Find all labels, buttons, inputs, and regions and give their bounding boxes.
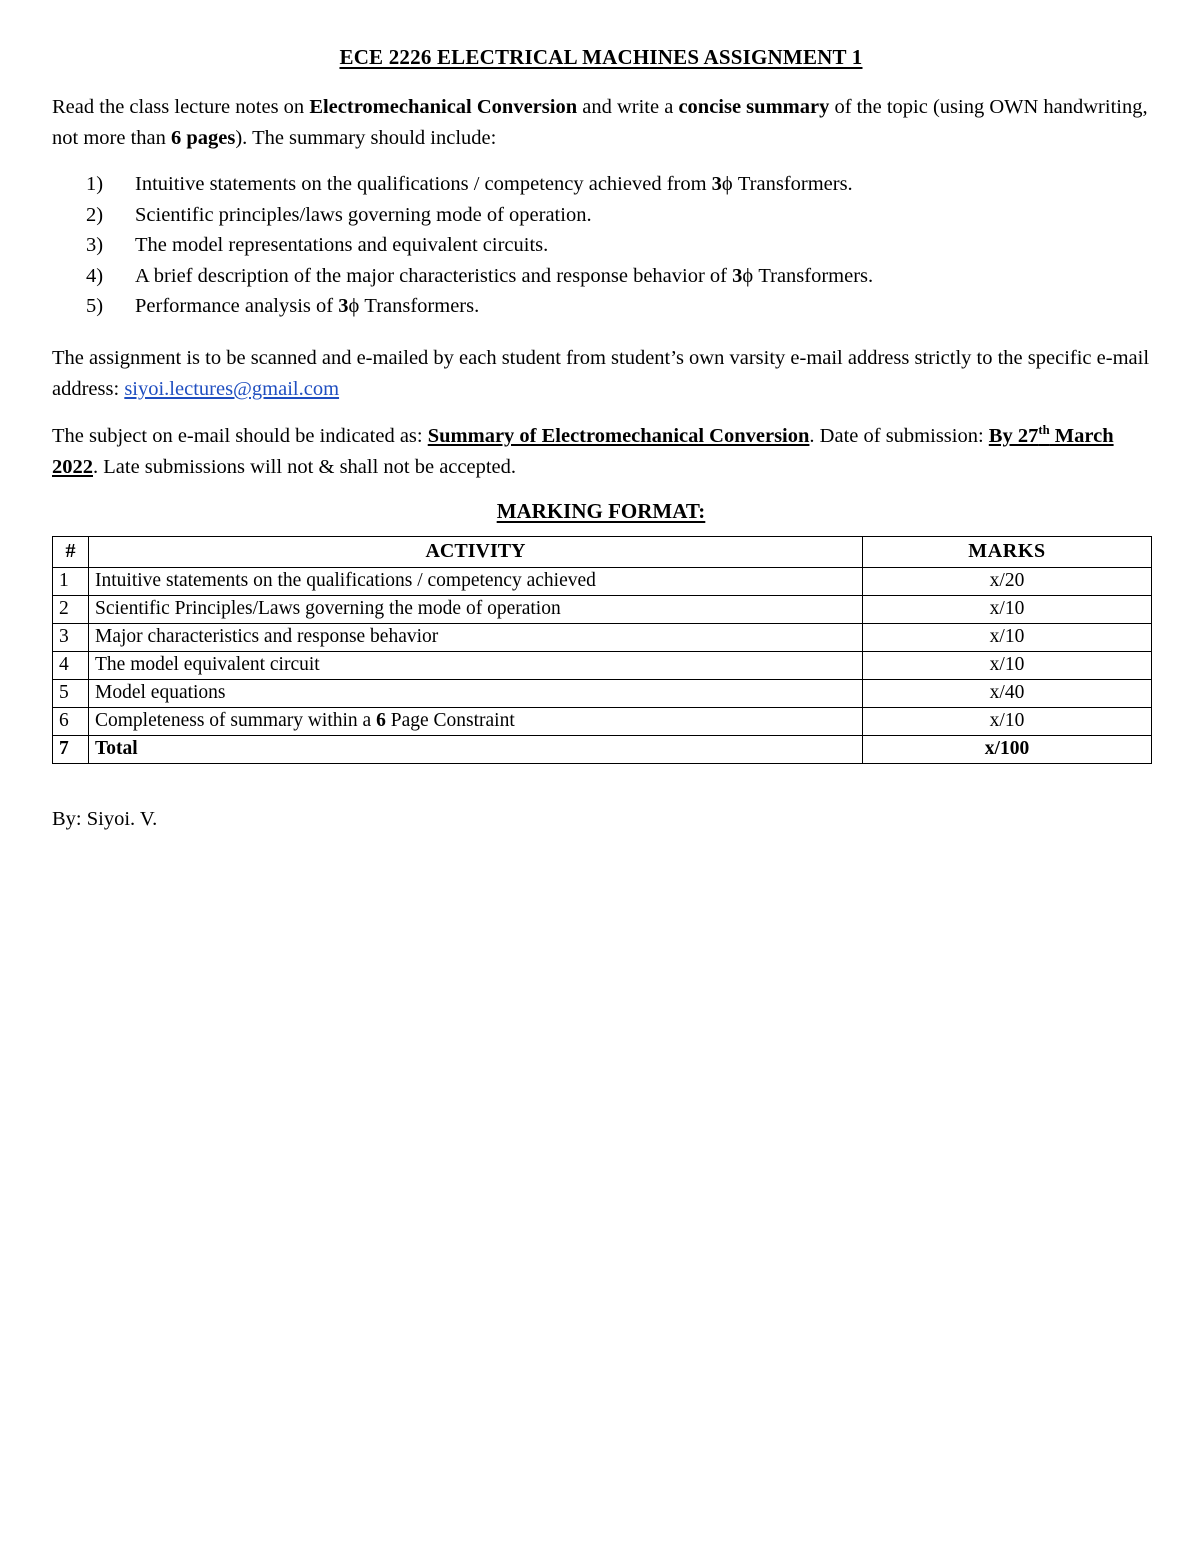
row-activity-text: Total	[95, 738, 138, 760]
phi-symbol-icon: ϕ	[721, 173, 733, 196]
due-date-suffix: March 2022	[52, 424, 1114, 478]
list-item-marker: 1)	[86, 173, 104, 196]
column-header-number: #	[53, 536, 89, 567]
marking-format-table	[52, 536, 1152, 764]
list-item-marker: 5)	[86, 295, 104, 318]
table-row	[53, 623, 1152, 651]
row-number: 2	[53, 595, 89, 623]
list-item	[52, 292, 1150, 321]
row-activity	[89, 679, 863, 707]
list-item-marker: 4)	[86, 264, 104, 287]
intro-segment-2: and write a	[577, 96, 679, 119]
table-row-total	[53, 735, 1152, 763]
row-activity	[89, 595, 863, 623]
list-item-text: The model representations and equivalent circuits.	[135, 234, 549, 257]
table-row	[53, 651, 1152, 679]
row-activity-text: Model equations	[95, 682, 226, 704]
list-item-tail: Transformers.	[753, 264, 874, 287]
row-number: 3	[53, 623, 89, 651]
column-header-activity: ACTIVITY	[89, 536, 863, 567]
intro-segment-1: Read the class lecture notes on	[52, 96, 310, 119]
list-item	[52, 231, 1150, 260]
list-item-tail: Transformers.	[359, 295, 480, 318]
row-marks: x/10	[863, 595, 1152, 623]
row-activity-bold: 6	[376, 710, 386, 732]
signature: By: Siyoi. V.	[52, 807, 158, 830]
row-number: 5	[53, 679, 89, 707]
table-row	[53, 595, 1152, 623]
table-row	[53, 567, 1152, 595]
intro-paragraph	[52, 92, 1150, 154]
due-date-ordinal: th	[1038, 422, 1050, 437]
row-number: 7	[53, 735, 89, 763]
intro-segment-4: ). The summary should include:	[235, 127, 497, 150]
row-marks: x/10	[863, 623, 1152, 651]
list-item-phase-number: 3	[338, 295, 349, 318]
row-activity-text: The model equivalent circuit	[95, 654, 320, 676]
row-marks: x/40	[863, 679, 1152, 707]
subject-text-1: The subject on e-mail should be indicated as:	[52, 424, 428, 447]
list-item	[52, 170, 1150, 199]
list-item-tail: Transformers.	[732, 173, 853, 196]
row-activity	[89, 707, 863, 735]
list-item-phase-number: 3	[711, 173, 722, 196]
phi-symbol-icon: ϕ	[348, 295, 360, 318]
subject-text-3: . Late submissions will not & shall not be accepted.	[93, 455, 517, 478]
requirements-list	[52, 170, 1150, 321]
row-marks: x/100	[863, 735, 1152, 763]
row-activity	[89, 735, 863, 763]
list-item-text: Scientific principles/laws governing mode of operation.	[135, 203, 592, 226]
list-item-phase-number: 3	[732, 264, 743, 287]
row-activity	[89, 651, 863, 679]
intro-segment-3: of the topic (using OWN handwriting, not more than	[52, 96, 1148, 150]
row-activity	[89, 567, 863, 595]
list-item-text: A brief description of the major characteristics and response behavior of	[135, 264, 733, 287]
due-date-prefix: By 27	[988, 424, 1039, 447]
email-link[interactable]: siyoi.lectures@gmail.com	[124, 377, 340, 400]
list-item	[52, 262, 1150, 291]
list-item-marker: 3)	[86, 234, 104, 257]
row-number: 1	[53, 567, 89, 595]
marking-format-heading-text: MARKING FORMAT:	[496, 498, 706, 523]
subject-paragraph	[52, 421, 1150, 483]
page-title-text: ECE 2226 ELECTRICAL MACHINES ASSIGNMENT 1	[339, 45, 863, 69]
table-row	[53, 707, 1152, 735]
subject-text-2: . Date of submission:	[809, 424, 989, 447]
marking-format-heading	[52, 499, 1150, 524]
list-item-marker: 2)	[86, 203, 104, 226]
table-row	[53, 679, 1152, 707]
submission-text: The assignment is to be scanned and e-mailed by each student from student’s own varsity e-mail address strictly to the specific e-mail address:	[52, 346, 1150, 400]
list-item	[52, 201, 1150, 230]
row-number: 4	[53, 651, 89, 679]
row-marks: x/20	[863, 567, 1152, 595]
submission-paragraph	[52, 343, 1150, 405]
email-subject-line: Summary of Electromechanical Conversion	[427, 424, 810, 447]
intro-bold-summary: concise summary	[678, 96, 830, 119]
row-activity	[89, 623, 863, 651]
row-activity-text: Major characteristics and response behavior	[95, 626, 439, 648]
row-marks: x/10	[863, 707, 1152, 735]
intro-bold-topic: Electromechanical Conversion	[309, 96, 578, 119]
page-title	[52, 44, 1150, 70]
row-number: 6	[53, 707, 89, 735]
phi-symbol-icon: ϕ	[742, 264, 754, 287]
intro-bold-pages: 6 pages	[171, 127, 236, 150]
column-header-marks: MARKS	[863, 536, 1152, 567]
table-header-row	[53, 536, 1152, 567]
row-activity-text: Intuitive statements on the qualifications / competency achieved	[95, 570, 596, 592]
row-marks: x/10	[863, 651, 1152, 679]
row-activity-tail: Page Constraint	[385, 710, 515, 732]
list-item-text: Intuitive statements on the qualifications / competency achieved from	[135, 173, 712, 196]
row-activity-text: Scientific Principles/Laws governing the mode of operation	[95, 598, 561, 620]
row-activity-text: Completeness of summary within a	[95, 710, 377, 732]
list-item-text: Performance analysis of	[135, 295, 339, 318]
